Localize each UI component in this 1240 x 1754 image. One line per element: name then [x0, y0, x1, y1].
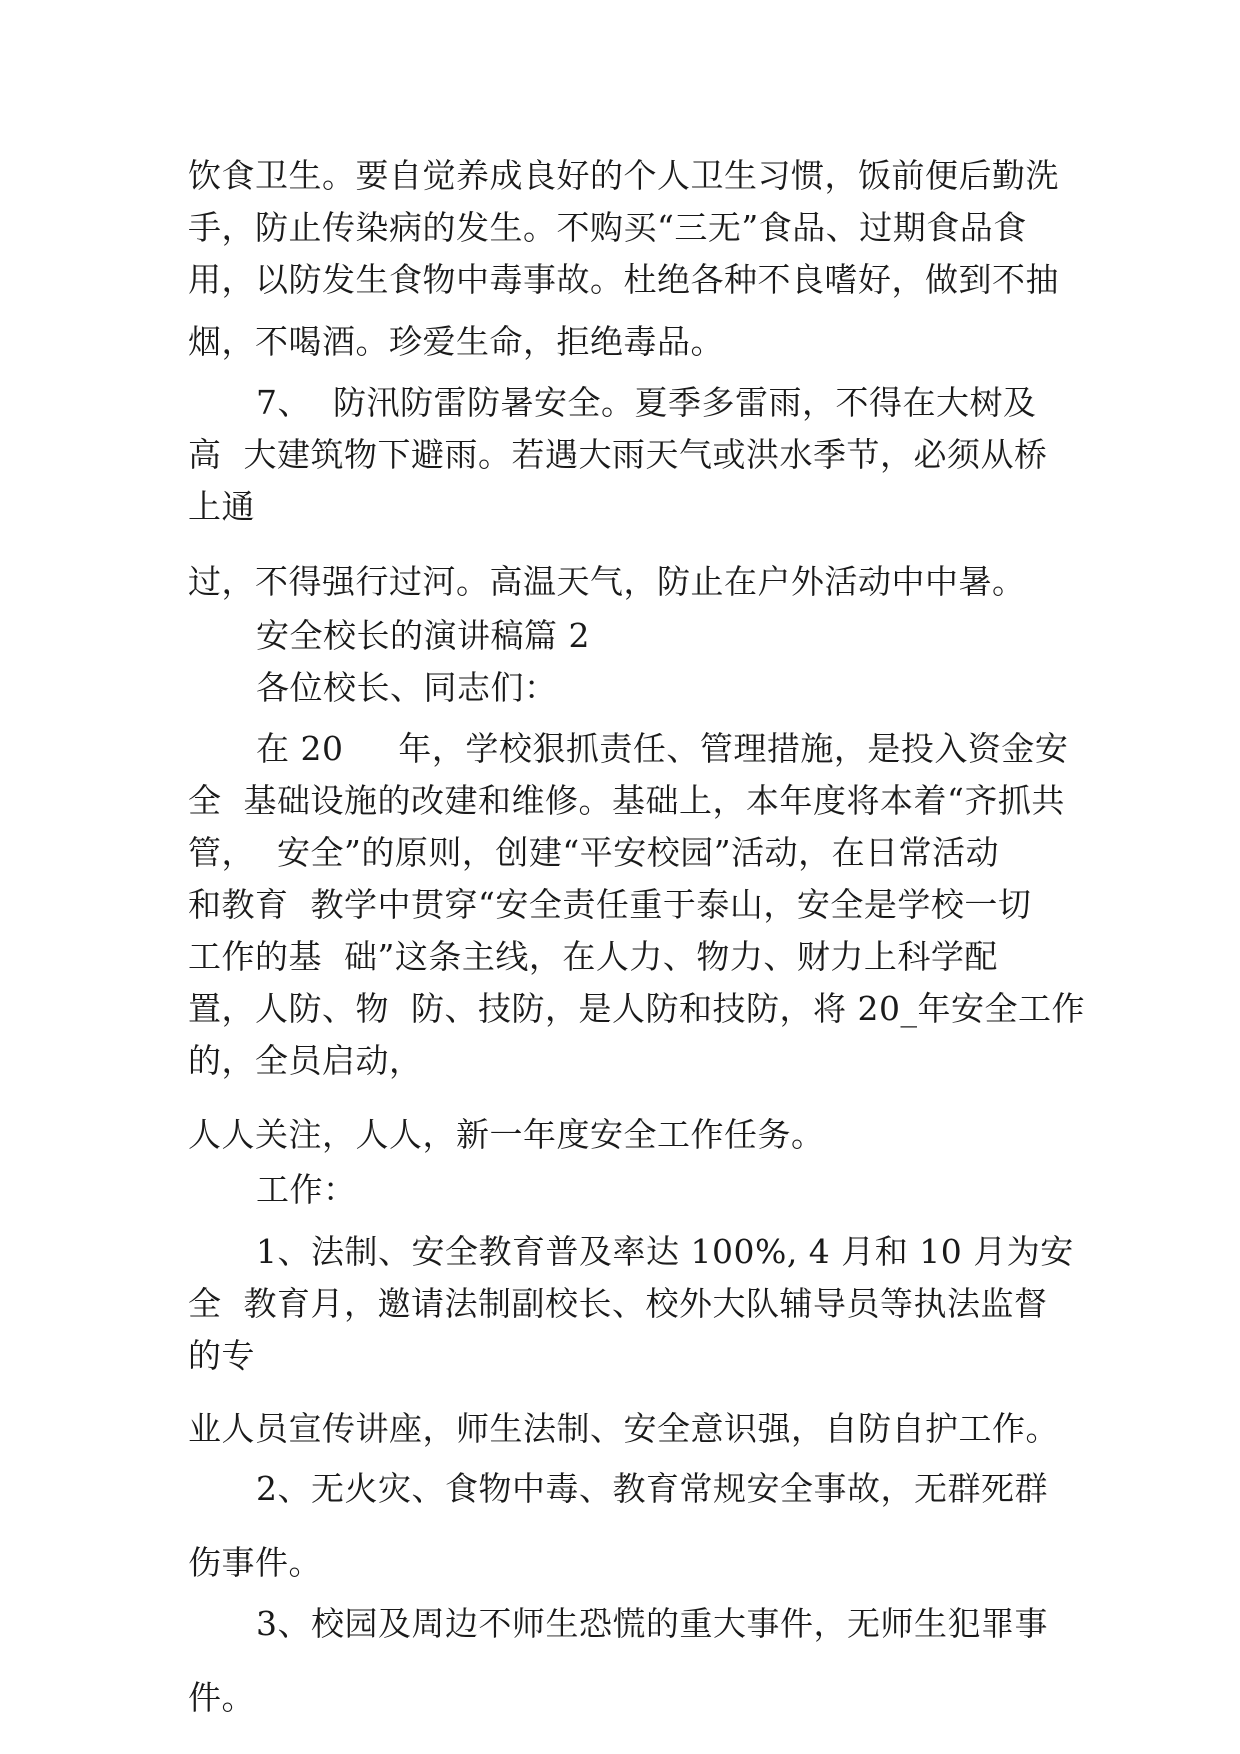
text-line: 的专 [188, 1336, 255, 1375]
text-line: 件。 [188, 1678, 255, 1717]
text-line: 置，人防、物 防、技防，是人防和技防，将 20_年安全工作 [188, 989, 1085, 1028]
text-line: 2、无火灾、食物中毒、教育常规安全事故，无群死群 [256, 1469, 1048, 1508]
text-line: 人人关注，人人，新一年度安全工作任务。 [188, 1115, 825, 1154]
text-line: 全 教育月，邀请法制副校长、校外大队辅导员等执法监督 [188, 1284, 1048, 1323]
text-line: 过，不得强行过河。高温天气，防止在户外活动中中暑。 [188, 562, 1026, 601]
text-line: 上通 [188, 487, 255, 526]
text-line: 手，防止传染病的发生。不购买“三无”食品、过期食品食 [188, 208, 1027, 247]
text-line: 业人员宣传讲座，师生法制、安全意识强，自防自护工作。 [188, 1409, 1059, 1448]
text-line: 烟，不喝酒。珍爱生命，拒绝毒品。 [188, 322, 724, 361]
text-line: 全 基础设施的改建和维修。基础上，本年度将本着“齐抓共 [188, 781, 1065, 820]
salutation: 各位校长、同志们： [256, 668, 558, 707]
text-line: 工作的基 础”这条主线，在人力、物力、财力上科学配 [188, 937, 998, 976]
text-line: 饮食卫生。要自觉养成良好的个人卫生习惯，饭前便后勤洗 [188, 156, 1059, 195]
text-line: 高 大建筑物下避雨。若遇大雨天气或洪水季节，必须从桥 [188, 435, 1048, 474]
text-line: 的，全员启动， [188, 1041, 423, 1080]
section-heading: 安全校长的演讲稿篇 2 [256, 616, 590, 655]
text-line: 7、 防汛防雷防暑安全。夏季多雷雨，不得在大树及 [256, 383, 1037, 422]
text-line: 1、法制、安全教育普及率达 100%, 4 月和 10 月为安 [256, 1232, 1074, 1271]
text-line: 伤事件。 [188, 1543, 322, 1582]
text-line: 在 20 年，学校狠抓责任、管理措施，是投入资金安 [256, 729, 1069, 768]
text-line: 和教育 教学中贯穿“安全责任重于泰山，安全是学校一切 [188, 885, 1032, 924]
text-line: 3、校园及周边不师生恐慌的重大事件，无师生犯罪事 [256, 1604, 1048, 1643]
text-line: 用，以防发生食物中毒事故。杜绝各种不良嗜好，做到不抽 [188, 260, 1059, 299]
text-line: 管， 安全”的原则，创建“平安校园”活动，在日常活动 [188, 833, 1000, 872]
text-line: 工作： [256, 1170, 357, 1209]
